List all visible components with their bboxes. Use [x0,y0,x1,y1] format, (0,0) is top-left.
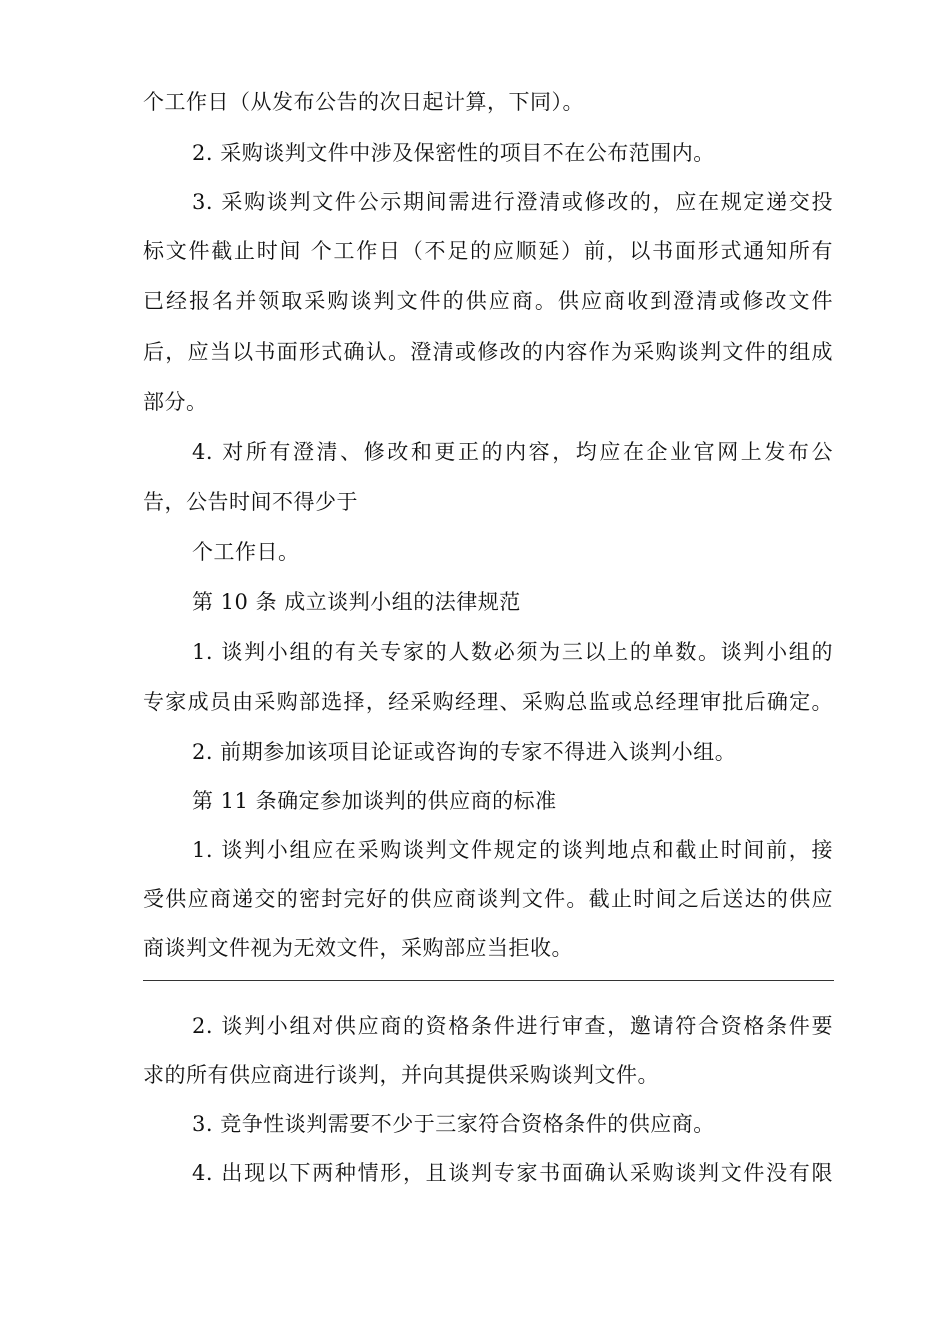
text-line: 1. 谈判小组的有关专家的人数必须为三以上的单数。谈判小组的 [192,640,833,664]
page-divider [143,980,834,981]
text-line: 2. 前期参加该项目论证或咨询的专家不得进入谈判小组。 [192,740,737,764]
text-line: 告，公告时间不得少于 [143,490,358,514]
text-line: 后，应当以书面形式确认。澄清或修改的内容作为采购谈判文件的组成 [143,340,833,364]
text-line: 求的所有供应商进行谈判，并向其提供采购谈判文件。 [143,1063,659,1087]
text-line: 2. 谈判小组对供应商的资格条件进行审查，邀请符合资格条件要 [192,1014,833,1038]
text-line: 1. 谈判小组应在采购谈判文件规定的谈判地点和截止时间前，接 [192,838,833,862]
text-line: 商谈判文件视为无效文件，采购部应当拒收。 [143,936,573,960]
text-line: 个工作日。 [192,540,300,564]
text-line: 2. 采购谈判文件中涉及保密性的项目不在公布范围内。 [192,141,715,165]
text-line: 部分。 [143,390,208,414]
text-line: 已经报名并领取采购谈判文件的供应商。供应商收到澄清或修改文件 [143,289,833,313]
text-line: 3. 竞争性谈判需要不少于三家符合资格条件的供应商。 [192,1112,715,1136]
section-heading: 第 10 条 成立谈判小组的法律规范 [192,590,521,614]
text-line: 标文件截止时间 个工作日（不足的应顺延）前，以书面形式通知所有 [143,239,833,263]
text-line: 个工作日（从发布公告的次日起计算，下同）。 [143,90,584,114]
text-line: 专家成员由采购部选择，经采购经理、采购总监或总经理审批后确定。 [143,690,833,714]
text-line: 4. 出现以下两种情形，且谈判专家书面确认采购谈判文件没有限 [192,1161,833,1185]
text-line: 4. 对所有澄清、修改和更正的内容，均应在企业官网上发布公 [192,440,833,464]
text-line: 3. 采购谈判文件公示期间需进行澄清或修改的，应在规定递交投 [192,190,833,214]
section-heading: 第 11 条确定参加谈判的供应商的标准 [192,789,557,813]
text-line: 受供应商递交的密封完好的供应商谈判文件。截止时间之后送达的供应 [143,887,833,911]
